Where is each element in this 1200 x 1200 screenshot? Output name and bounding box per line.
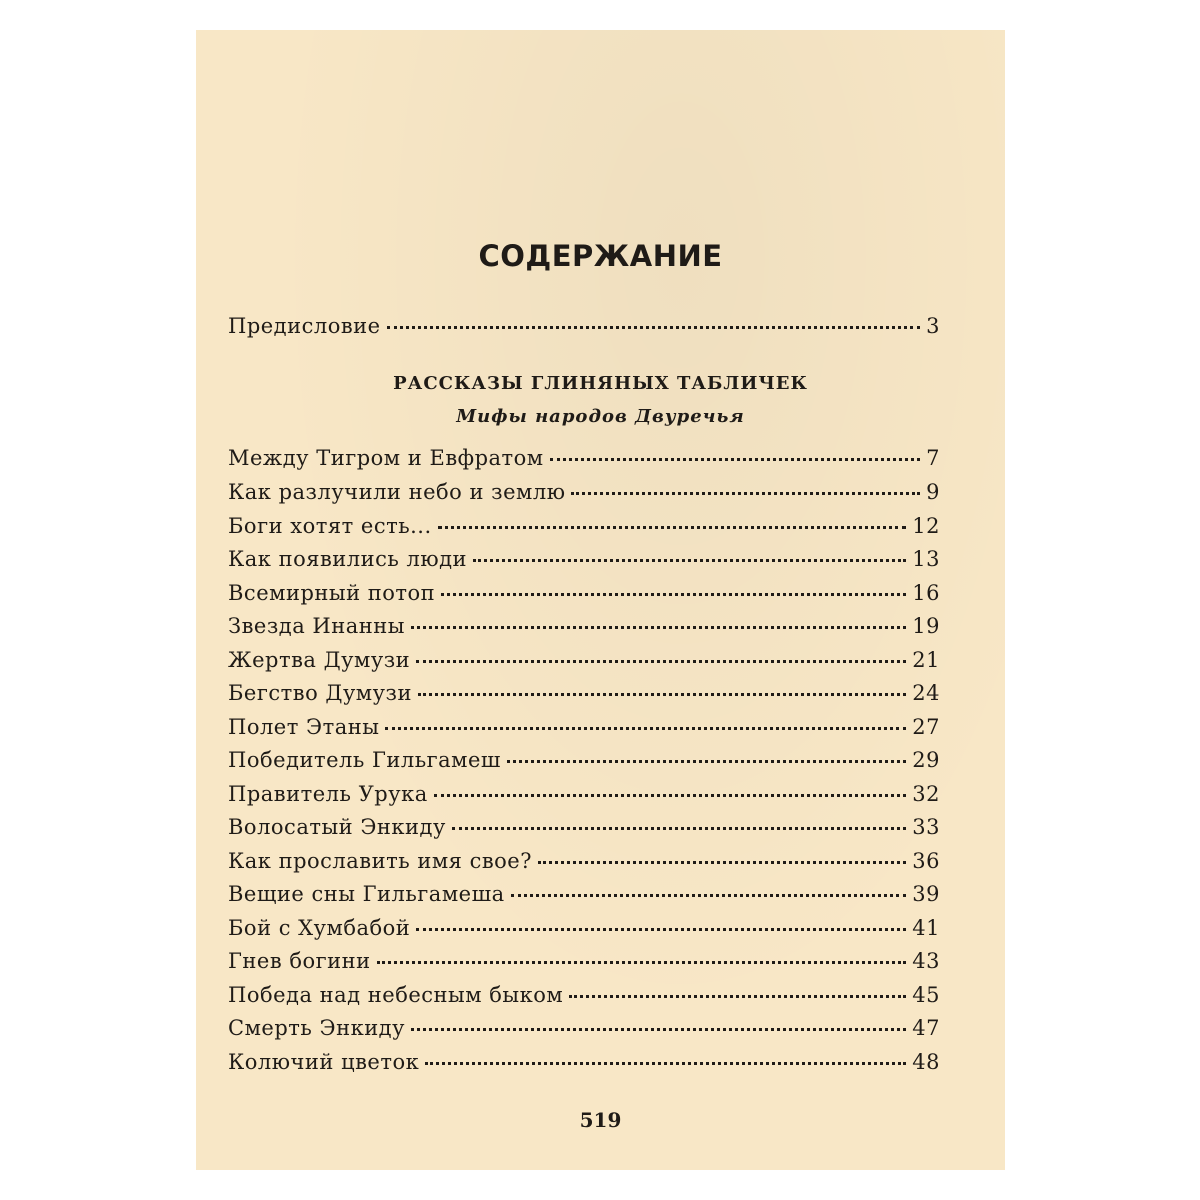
toc-entry [228,514,940,546]
toc-entry [228,882,940,914]
section-subtitle: Мифы народов Двуречья [456,406,745,427]
toc-entry-page: 48 [912,1050,940,1074]
book-page [196,30,1005,1170]
toc-entry [228,849,940,881]
toc-entry-page: 16 [912,581,940,605]
toc-entry [228,815,940,847]
dot-leader [411,1028,906,1031]
contents-title: СОДЕРЖАНИЕ [478,239,723,273]
toc-entry-page: 3 [926,314,940,338]
toc-entry-title: Как прославить имя свое? [228,849,532,873]
toc-entry [228,547,940,579]
dot-leader [473,559,906,562]
toc-entry-page: 32 [912,782,940,806]
dot-leader [571,492,920,495]
toc-entry-page: 13 [912,547,940,571]
toc-entry [228,949,940,981]
toc-entry [228,748,940,780]
dot-leader [441,593,906,596]
toc-entry [228,480,940,512]
toc-entry-title: Как появились люди [228,547,468,571]
toc-entry-page: 9 [926,480,940,504]
dot-leader [452,827,906,830]
toc-entry-page: 41 [912,916,940,940]
toc-entry-page: 27 [912,715,940,739]
dot-leader [550,458,920,461]
dot-leader [418,693,906,696]
toc-entry-page: 33 [912,815,940,839]
dot-leader [385,727,906,730]
toc-entry-title: Правитель Урука [228,782,428,806]
dot-leader [569,995,906,998]
dot-leader [416,660,906,663]
toc-entry-title: Победитель Гильгамеш [228,748,501,772]
toc-entry [228,446,940,478]
toc-entry-title: Гнев богини [228,949,371,973]
toc-entry-title: Предисловие [228,314,381,338]
toc-entry [228,983,940,1015]
toc-entry [228,648,940,680]
toc-entry-page: 12 [912,514,940,538]
toc-entry-page: 7 [926,446,940,470]
toc-entry-page: 24 [912,681,940,705]
toc-entry [228,681,940,713]
toc-entry-page: 47 [912,1016,940,1040]
toc-entry [228,715,940,747]
toc-entry-page: 45 [912,983,940,1007]
page-number: 519 [579,1108,622,1132]
toc-entry-title: Полет Этаны [228,715,380,739]
section-title: РАССКАЗЫ ГЛИНЯНЫХ ТАБЛИЧЕК [393,373,808,394]
toc-entry-title: Боги хотят есть... [228,514,432,538]
dot-leader [511,894,907,897]
toc-entry-title: Бой с Хумбабой [228,916,411,940]
toc-entry-title: Победа над небесным быком [228,983,564,1007]
toc-entry-title: Колючий цветок [228,1050,420,1074]
dot-leader [425,1062,906,1065]
dot-leader [507,760,906,763]
toc-entry-title: Как разлучили небо и землю [228,480,566,504]
toc-entry-page: 36 [912,849,940,873]
dot-leader [434,794,907,797]
toc-entry [228,1050,940,1082]
dot-leader [538,861,906,864]
toc-entry-page: 21 [912,648,940,672]
toc-entry-title: Смерть Энкиду [228,1016,405,1040]
dot-leader [416,928,906,931]
toc-entry-page: 19 [912,614,940,638]
toc-entry-preface [228,314,940,346]
toc-entry [228,614,940,646]
toc-entry-title: Звезда Инанны [228,614,405,638]
toc-entry-title: Вещие сны Гильгамеша [228,882,505,906]
toc-entry [228,581,940,613]
toc-entry [228,916,940,948]
dot-leader [377,961,907,964]
dot-leader [411,626,906,629]
toc-entry-title: Жертва Думузи [228,648,411,672]
dot-leader [438,526,907,529]
toc-entry-title: Всемирный потоп [228,581,436,605]
toc-entry [228,782,940,814]
dot-leader [387,326,921,329]
toc-entry-title: Бегство Думузи [228,681,412,705]
toc-entry-page: 29 [912,748,940,772]
toc-entry-title: Между Тигром и Евфратом [228,446,544,470]
toc-entry [228,1016,940,1048]
toc-entry-page: 39 [912,882,940,906]
toc-entry-title: Волосатый Энкиду [228,815,446,839]
toc-entry-page: 43 [912,949,940,973]
